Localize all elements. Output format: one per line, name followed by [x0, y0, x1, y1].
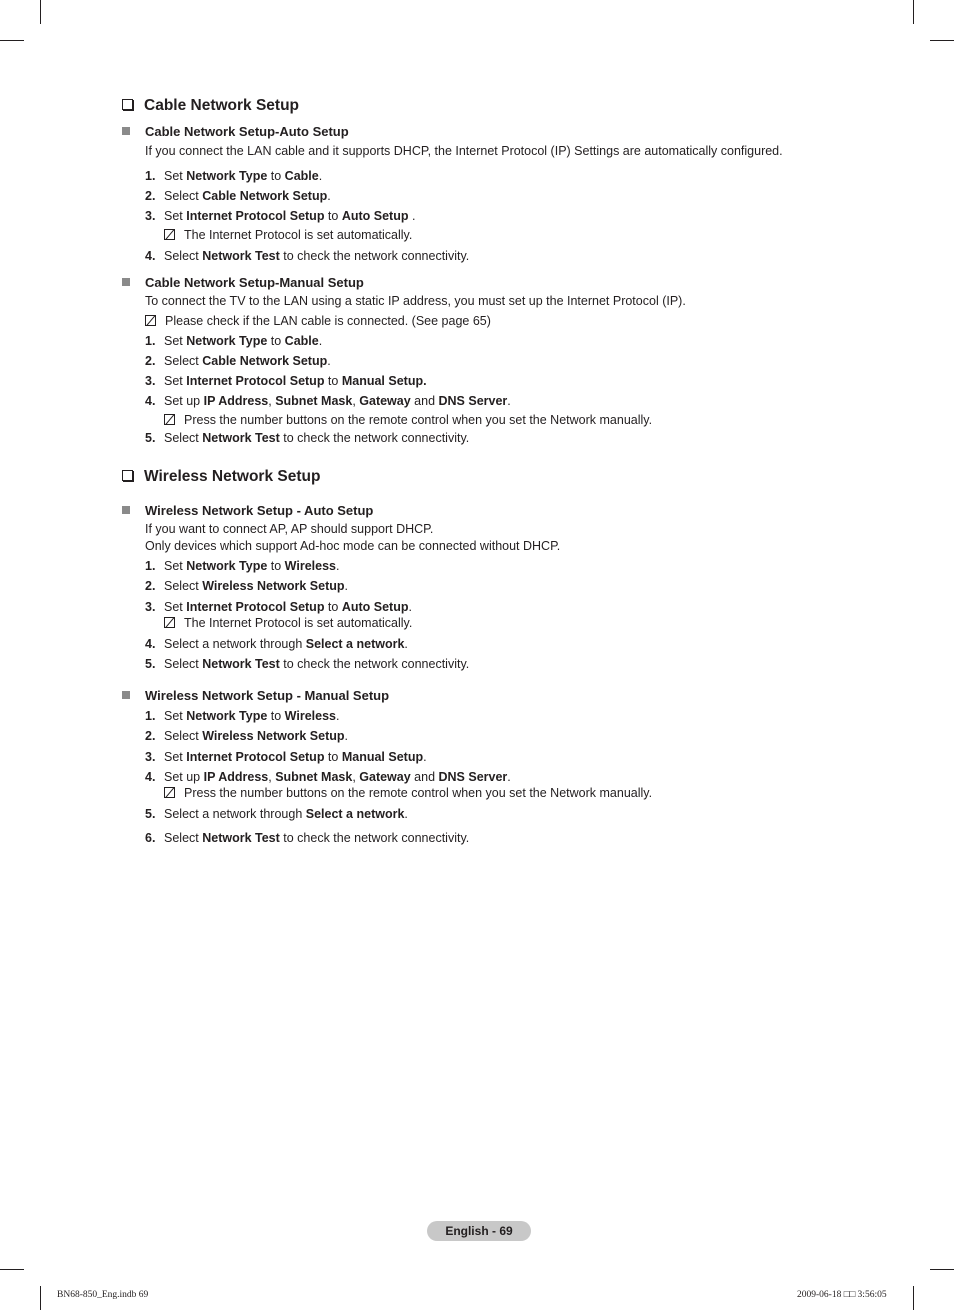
step-text: and [410, 770, 439, 784]
bold-term: Internet Protocol Setup [186, 209, 325, 223]
step-number: 2. [145, 354, 156, 368]
step-text: . [423, 750, 427, 764]
step-text: . [327, 189, 331, 203]
bold-term: Subnet Mask [275, 770, 353, 784]
intro-text: Only devices which support Ad-hoc mode can be connected without DHCP. [145, 539, 561, 553]
bold-term: Gateway [359, 394, 411, 408]
bold-term: Network Test [202, 831, 280, 845]
step-text: Select [164, 657, 203, 671]
bold-term: Network Type [186, 334, 268, 348]
crop-mark [930, 40, 954, 41]
filled-square-icon [122, 127, 130, 135]
bold-term: Wireless Network Setup [202, 729, 345, 743]
step [145, 248, 469, 264]
bold-term: Network Type [186, 169, 268, 183]
section-heading: Wireless Network Setup [122, 468, 320, 486]
subsection-heading: Wireless Network Setup - Manual Setup [122, 688, 389, 704]
note: Press the number buttons on the remote control when you set the Network manually. [164, 785, 652, 801]
step-text: Set [164, 709, 187, 723]
footer-file: BN68-850_Eng.indb 69 [57, 1290, 149, 1300]
step-number: 3. [145, 600, 156, 614]
crop-mark [40, 0, 41, 24]
step-text: Set [164, 374, 187, 388]
step-number: 4. [145, 637, 156, 651]
step-text: . [408, 600, 412, 614]
step-number: 3. [145, 750, 156, 764]
step-text: Set [164, 750, 187, 764]
step-text: to [324, 209, 342, 223]
note: Press the number buttons on the remote control when you set the Network manually. [164, 412, 652, 428]
subsection-heading: Cable Network Setup-Manual Setup [122, 275, 364, 291]
note-icon [164, 787, 175, 798]
step [145, 430, 469, 446]
step-number: 4. [145, 394, 156, 408]
step [145, 599, 412, 615]
bold-term: Manual Setup. [341, 374, 427, 388]
step [145, 578, 348, 594]
step-number: 2. [145, 189, 156, 203]
step-text: , [352, 770, 360, 784]
step-text: to [267, 169, 285, 183]
step-text: , [268, 770, 276, 784]
step [145, 749, 427, 765]
step-number: 5. [145, 807, 156, 821]
note: The Internet Protocol is set automatically. [164, 227, 412, 243]
step-number: 6. [145, 831, 156, 845]
filled-square-icon [122, 691, 130, 699]
step-text: and [410, 394, 439, 408]
bold-term: Wireless [284, 709, 336, 723]
step-text: Select [164, 831, 203, 845]
crop-mark [913, 1286, 914, 1310]
step-text: Select [164, 189, 203, 203]
bold-term: Network Test [202, 657, 280, 671]
step-text: Set [164, 169, 187, 183]
bold-term: Subnet Mask [275, 394, 353, 408]
step [145, 353, 331, 369]
bold-term: Cable [284, 334, 319, 348]
step [145, 636, 408, 652]
step-number: 1. [145, 559, 156, 573]
note-icon [164, 414, 175, 425]
step-text: Select a network through [164, 807, 306, 821]
step [145, 830, 469, 846]
step-text: Select [164, 729, 203, 743]
bold-term: Wireless [284, 559, 336, 573]
bold-term: DNS Server [438, 394, 508, 408]
step-text: . [344, 579, 348, 593]
step-text: Select [164, 249, 203, 263]
step-text: . [335, 709, 340, 723]
note-icon [145, 315, 156, 326]
filled-square-icon [122, 506, 130, 514]
step-text: to [267, 709, 285, 723]
intro-text: If you connect the LAN cable and it supports DHCP, the Internet Protocol (IP) Settings are automatically configured. [145, 144, 783, 158]
step-text: to [267, 559, 285, 573]
note-icon [164, 617, 175, 628]
step [145, 208, 415, 224]
step-text: Select a network through [164, 637, 306, 651]
filled-square-icon [122, 278, 130, 286]
step-number: 5. [145, 657, 156, 671]
step-number: 4. [145, 249, 156, 263]
step-text: . [327, 354, 331, 368]
step-number: 4. [145, 770, 156, 784]
step [145, 769, 511, 785]
bold-term: Wireless Network Setup [202, 579, 345, 593]
crop-mark [913, 0, 914, 24]
step [145, 708, 339, 724]
bold-term: Internet Protocol Setup [186, 600, 325, 614]
step-text: Select [164, 579, 203, 593]
step [145, 558, 339, 574]
step-text: Set [164, 559, 187, 573]
bold-term: Gateway [359, 770, 411, 784]
step-text: . [408, 209, 416, 223]
bold-term: Network Test [202, 431, 280, 445]
step-number: 1. [145, 709, 156, 723]
subsection-heading: Cable Network Setup-Auto Setup [122, 124, 349, 140]
bold-term: Network Test [202, 249, 280, 263]
bold-term: IP Address [203, 770, 269, 784]
step-number: 5. [145, 431, 156, 445]
step-text: . [404, 637, 408, 651]
step [145, 656, 469, 672]
step-text: to [324, 374, 342, 388]
bold-term: Internet Protocol Setup [186, 750, 325, 764]
step [145, 373, 427, 389]
crop-mark [0, 40, 24, 41]
step-text: . [318, 334, 323, 348]
bold-term: Network Type [186, 709, 268, 723]
footer-timestamp: 2009-06-18 □□ 3:56:05 [797, 1290, 887, 1300]
crop-mark [40, 1286, 41, 1310]
crop-mark [930, 1269, 954, 1270]
step-number: 3. [145, 209, 156, 223]
note: Please check if the LAN cable is connected. (See page 65) [145, 313, 491, 329]
note-icon [164, 229, 175, 240]
step [145, 188, 331, 204]
step-text: . [335, 559, 340, 573]
checkbox-square-icon [122, 470, 133, 481]
step-text: to [324, 600, 342, 614]
note: The Internet Protocol is set automatically. [164, 615, 412, 631]
step-text: . [318, 169, 323, 183]
bold-term: IP Address [203, 394, 269, 408]
step-number: 2. [145, 729, 156, 743]
intro-text: To connect the TV to the LAN using a static IP address, you must set up the Internet Protocol (IP). [145, 294, 686, 308]
step-text: to check the network connectivity. [279, 831, 470, 845]
step [145, 393, 511, 409]
step-text: Set [164, 209, 187, 223]
bold-term: Auto Setup [341, 600, 409, 614]
step-text: . [507, 394, 511, 408]
step [145, 333, 322, 349]
step-text: to [324, 750, 342, 764]
step [145, 728, 348, 744]
step-text: to check the network connectivity. [279, 657, 470, 671]
step-number: 3. [145, 374, 156, 388]
step-number: 1. [145, 169, 156, 183]
bold-term: Select a network [305, 807, 405, 821]
crop-mark [0, 1269, 24, 1270]
step-text: . [404, 807, 408, 821]
bold-term: Cable Network Setup [202, 354, 328, 368]
step-text: Set [164, 334, 187, 348]
step-text: Set up [164, 770, 204, 784]
step-text: Select [164, 431, 203, 445]
bold-term: Cable Network Setup [202, 189, 328, 203]
step [145, 806, 408, 822]
checkbox-square-icon [122, 99, 133, 110]
bold-term: Select a network [305, 637, 405, 651]
step-text: . [507, 770, 511, 784]
section-heading: Cable Network Setup [122, 97, 299, 115]
step-number: 1. [145, 334, 156, 348]
step-text: to check the network connectivity. [279, 431, 470, 445]
bold-term: Auto Setup [341, 209, 409, 223]
bold-term: Internet Protocol Setup [186, 374, 325, 388]
step-text: . [344, 729, 348, 743]
bold-term: Network Type [186, 559, 268, 573]
step-text: , [268, 394, 276, 408]
page-number-badge: English - 69 [427, 1221, 531, 1241]
step [145, 168, 322, 184]
step-text: to [267, 334, 285, 348]
step-text: , [352, 394, 360, 408]
step-text: Set up [164, 394, 204, 408]
bold-term: Cable [284, 169, 319, 183]
step-text: Set [164, 600, 187, 614]
subsection-heading: Wireless Network Setup - Auto Setup [122, 503, 373, 519]
intro-text: If you want to connect AP, AP should support DHCP. [145, 522, 434, 536]
step-text: to check the network connectivity. [279, 249, 470, 263]
bold-term: DNS Server [438, 770, 508, 784]
step-number: 2. [145, 579, 156, 593]
step-text: Select [164, 354, 203, 368]
bold-term: Manual Setup [341, 750, 424, 764]
